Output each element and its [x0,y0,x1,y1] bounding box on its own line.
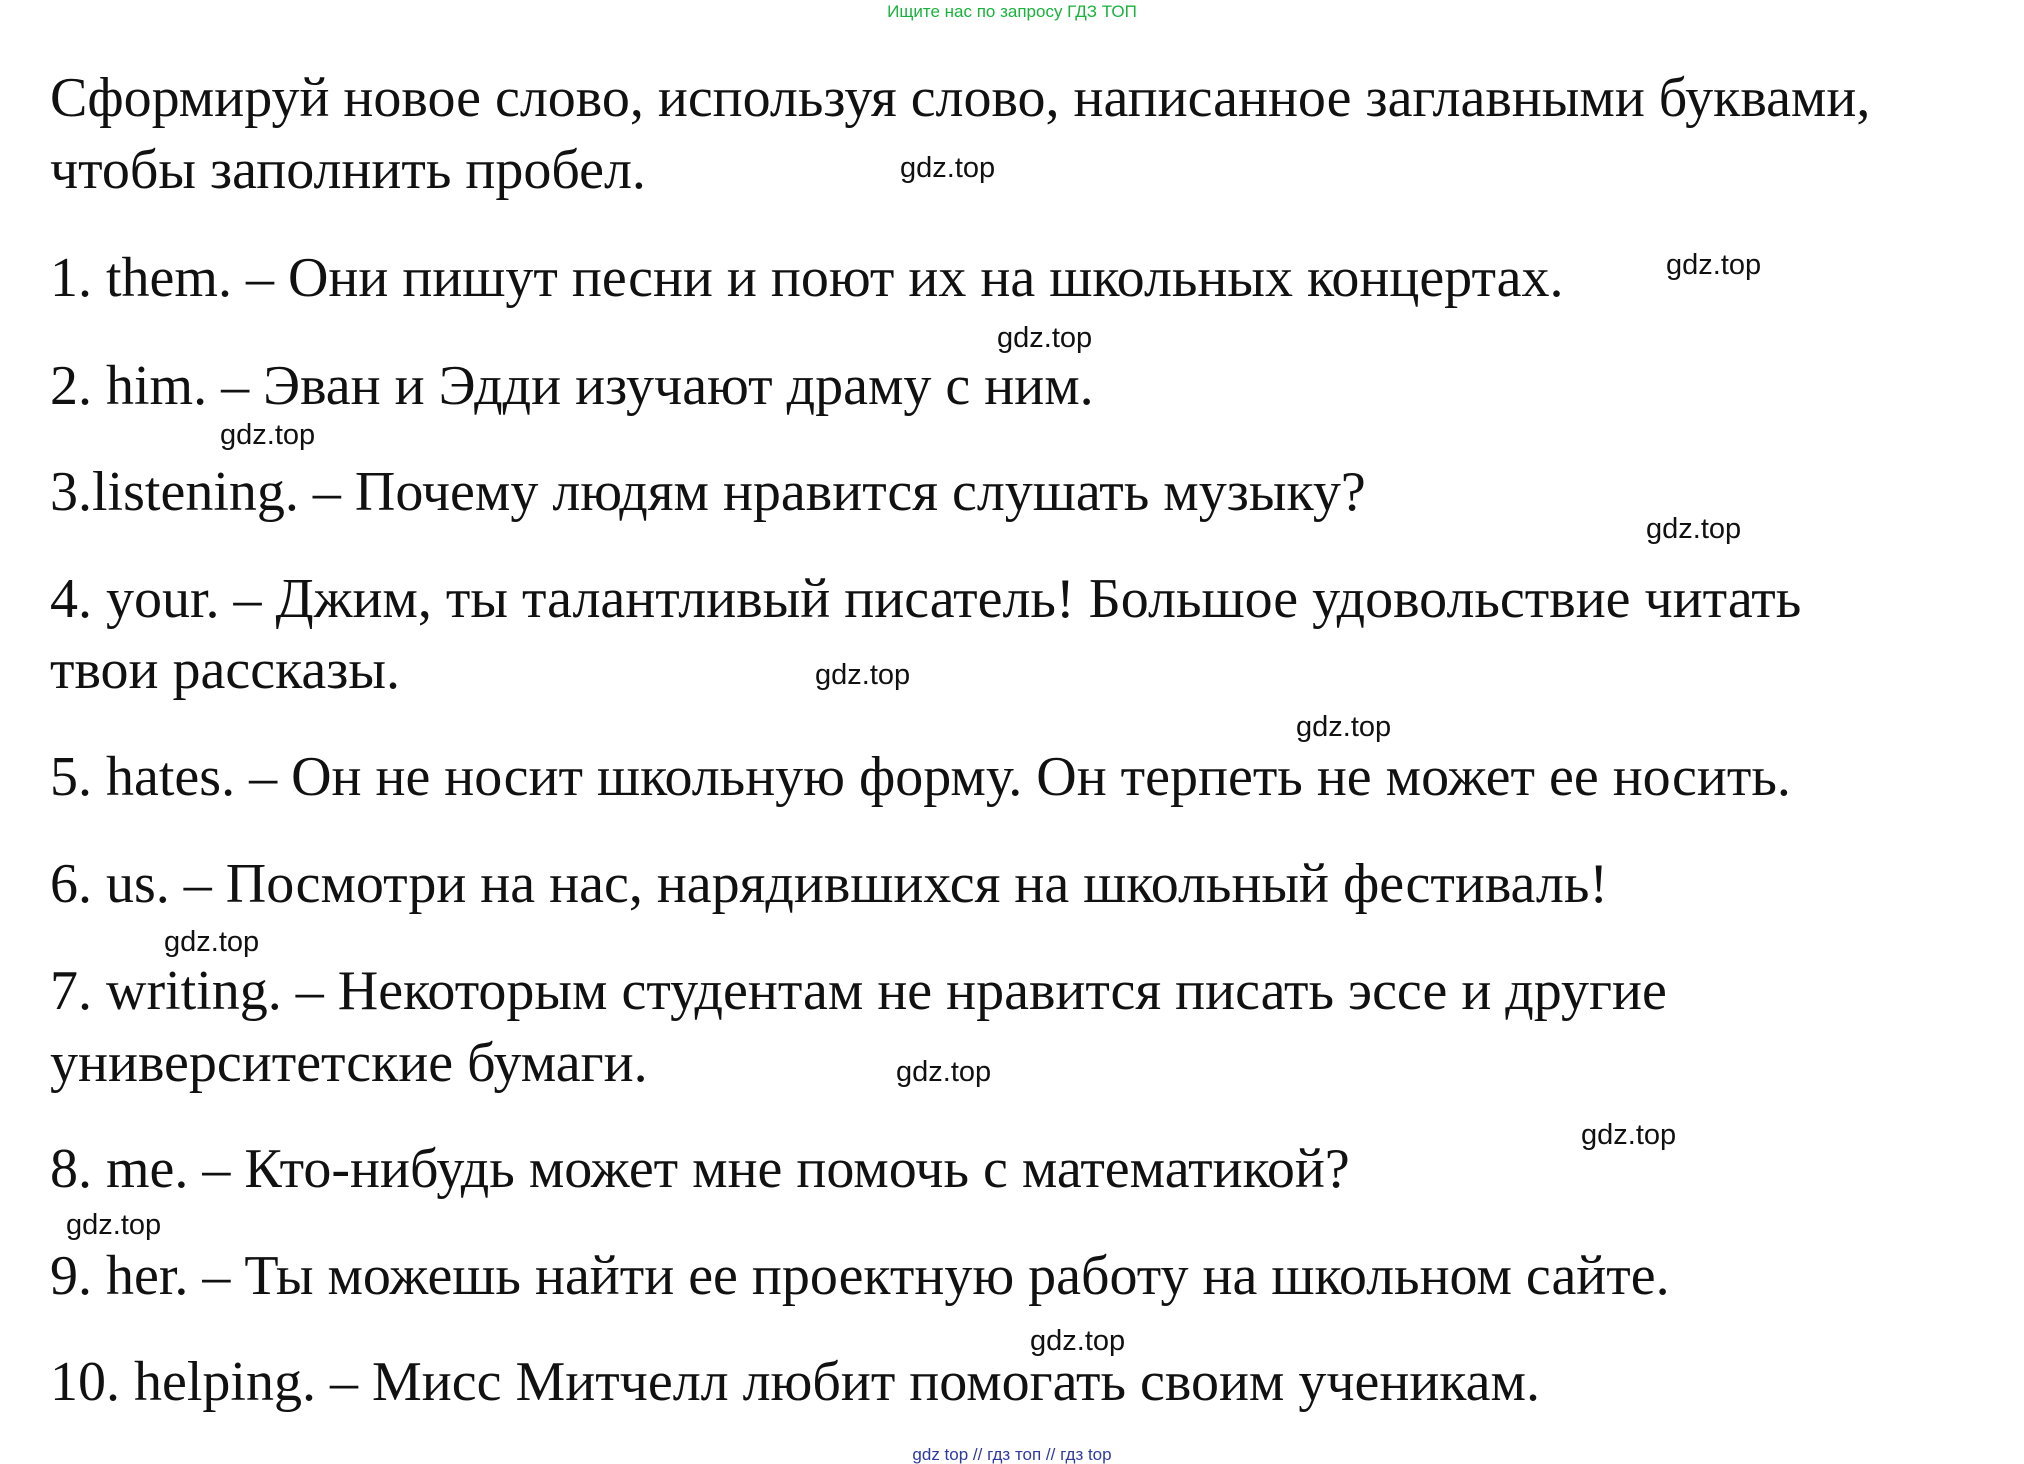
top-banner: Ищите нас по запросу ГДЗ ТОП [887,2,1137,21]
watermark: gdz.top [164,926,260,958]
watermark: gdz.top [896,1056,992,1088]
answer-6: 6. us. – Посмотри на нас, нарядившихся на школьный фестиваль! [50,853,1609,915]
watermark: gdz.top [900,152,996,184]
watermark: gdz.top [1296,711,1392,743]
answer-4-line-1: 4. your. – Джим, ты талантливый писатель! Большое удовольствие читать [50,568,1802,630]
answer-7-line-2: университетские бумаги. [50,1032,648,1094]
answer-9: 9. her. – Ты можешь найти ее проектную работу на школьном сайте. [50,1245,1670,1307]
answer-2: 2. him. – Эван и Эдди изучают драму с ним. [50,355,1094,417]
answer-3: 3.listening. – Почему людям нравится слушать музыку? [50,461,1366,523]
watermark: gdz.top [66,1209,162,1241]
watermark: gdz.top [1581,1119,1677,1151]
watermark: gdz.top [1646,513,1742,545]
answer-4-line-2: твои рассказы. [50,639,401,701]
answer-1: 1. them. – Они пишут песни и поют их на школьных концертах. [50,247,1564,309]
answer-8: 8. me. – Кто-нибудь может мне помочь с математикой? [50,1138,1350,1200]
watermark: gdz.top [1666,249,1762,281]
watermark: gdz.top [815,659,911,691]
watermark: gdz.top [997,322,1093,354]
answer-7-line-1: 7. writing. – Некоторым студентам не нравится писать эссе и другие [50,960,1667,1022]
answer-5: 5. hates. – Он не носит школьную форму. Он терпеть не может ее носить. [50,746,1791,808]
bottom-banner: gdz top // гдз топ // гдз top [912,1445,1112,1464]
task-line-2: чтобы заполнить пробел. [50,139,646,201]
task-line-1: Сформируй новое слово, используя слово, написанное заглавными буквами, [50,67,1871,129]
watermark: gdz.top [220,419,316,451]
answer-10: 10. helping. – Мисс Митчелл любит помогать своим ученикам. [50,1351,1540,1413]
watermark: gdz.top [1030,1325,1126,1357]
